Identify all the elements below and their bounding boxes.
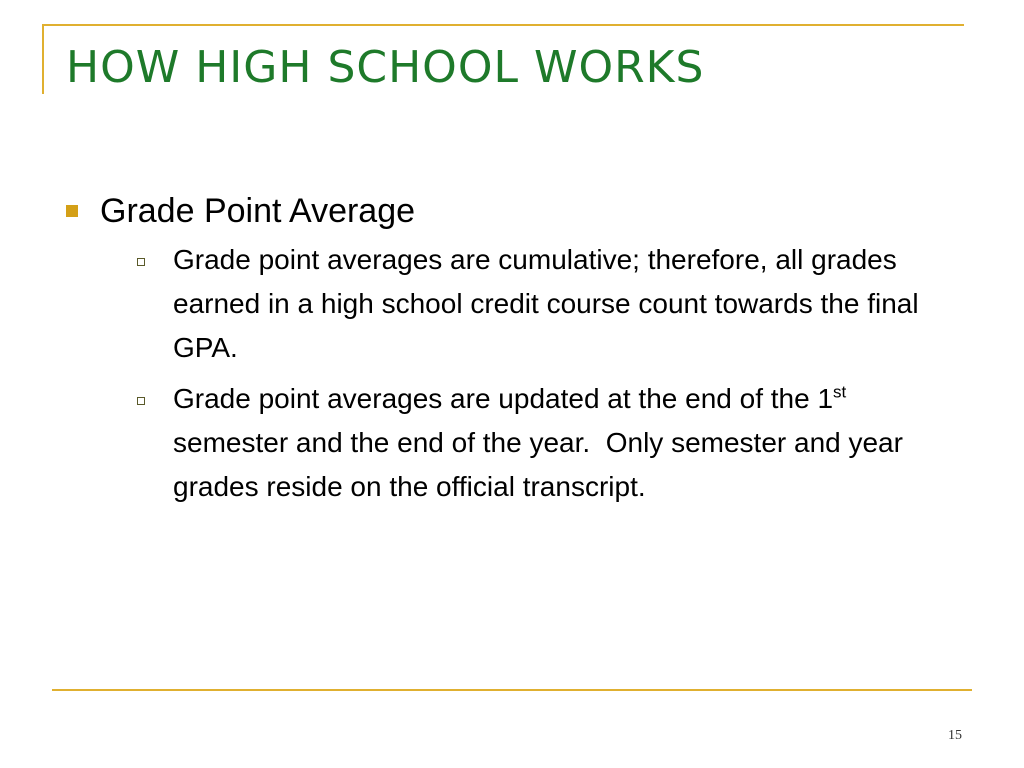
- title-frame-left-rule: [42, 24, 44, 94]
- sub-bullet-text-part2: semester and the end of the year. Only semester and year grades reside on the official transcript.: [173, 383, 911, 502]
- sub-bullet-text: Grade point averages are cumulative; therefore, all grades earned in a high school credit course count towards the final GPA.: [173, 244, 919, 363]
- sub-bullet-list: [136, 238, 962, 509]
- sub-bullet-cumulative: [136, 238, 962, 370]
- sub-bullet-updated: [136, 377, 962, 509]
- title-frame-top-rule: [42, 24, 964, 26]
- page-number: 15: [948, 728, 962, 743]
- slide-title: HOW HIGH SCHOOL WORKS: [66, 42, 705, 93]
- filled-square-bullet-icon: [66, 205, 78, 217]
- ordinal-suffix: st: [833, 382, 847, 402]
- hollow-square-bullet-icon: [137, 397, 145, 405]
- slide-content: [62, 188, 962, 516]
- footer-rule: [52, 689, 972, 691]
- hollow-square-bullet-icon: [137, 258, 145, 266]
- bullet-heading: Grade Point Average: [100, 192, 416, 230]
- bullet-grade-point-average: [62, 188, 962, 234]
- sub-bullet-text-part1: Grade point averages are updated at the end of the 1: [173, 383, 834, 414]
